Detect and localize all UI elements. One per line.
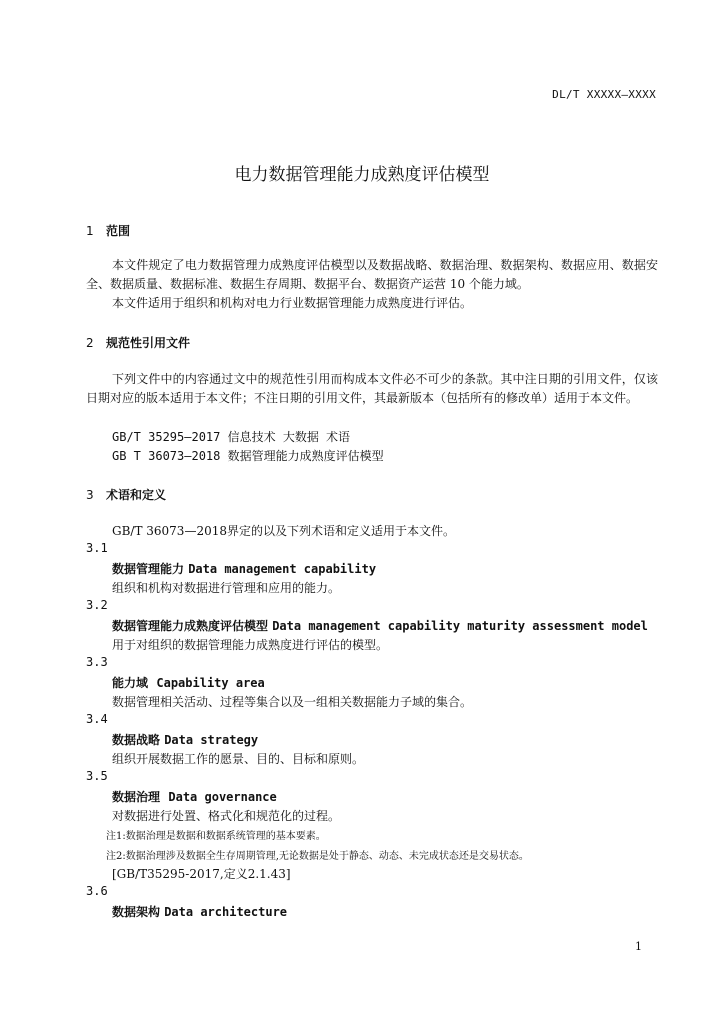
term-name-en: Data architecture xyxy=(164,905,288,919)
term-name-en: Data management capability xyxy=(188,562,377,576)
section-title: 规范性引用文件 xyxy=(106,336,191,350)
term-name-zh: 数据管理能力成熟度评估模型 xyxy=(112,619,269,633)
term-name-en: Capability area xyxy=(156,676,265,690)
section-title: 范围 xyxy=(106,224,131,238)
page-number: 1 xyxy=(635,940,642,953)
term-name xyxy=(112,674,265,691)
term-note: 注1:数据治理是数据和数据系统管理的基本要素。 xyxy=(106,831,326,842)
section-1-heading xyxy=(86,222,130,239)
document-title: 电力数据管理能力成熟度评估模型 xyxy=(234,165,490,185)
term-name xyxy=(112,617,648,634)
term-number: 3.6 xyxy=(86,884,108,898)
term-name xyxy=(112,560,376,577)
term-name-zh: 数据治理 xyxy=(112,790,161,804)
normative-references-paragraph: 下列文件中的内容通过文中的规范性引用而构成本文件必不可少的条款。其中注日期的引用文件，仅该日期对应的版本适用于本文件；不注日期的引用文件，其最新版本（包括所有的修改单）适用于本文件。 xyxy=(86,372,658,405)
section-number: 2 xyxy=(86,336,94,350)
term-definition: 用于对组织的数据管理能力成熟度进行评估的模型。 xyxy=(112,638,389,652)
section-title: 术语和定义 xyxy=(106,488,167,502)
scope-paragraph-1: 本文件规定了电力数据管理力成熟度评估模型以及数据战略、数据治理、数据架构、数据应用、数据安全、数据质量、数据标准、数据生存周期、数据平台、数据资产运营 10 个能力域。 xyxy=(86,258,658,291)
term-name xyxy=(112,903,287,920)
term-name-en: Data strategy xyxy=(164,733,259,747)
term-definition: 对数据进行处置、格式化和规范化的过程。 xyxy=(112,809,341,823)
term-name-zh: 数据管理能力 xyxy=(112,562,185,576)
term-definition: 组织开展数据工作的愿景、目的、目标和原则。 xyxy=(112,752,365,766)
term-number: 3.2 xyxy=(86,598,108,612)
term-name-zh: 数据架构 xyxy=(112,905,161,919)
term-number: 3.5 xyxy=(86,769,108,783)
term-name-zh: 数据战略 xyxy=(112,733,161,747)
section-number: 1 xyxy=(86,224,94,238)
term-name xyxy=(112,731,258,748)
section-2-heading xyxy=(86,334,190,351)
section-number: 3 xyxy=(86,488,94,502)
reference-item: GB T 36073—2018 数据管理能力成熟度评估模型 xyxy=(112,449,384,463)
term-name xyxy=(112,788,277,805)
term-note: 注2:数据治理涉及数据全生存周期管理,无论数据是处于静态、动态、未完成状态还是交易状态。 xyxy=(106,851,529,862)
scope-paragraph-2: 本文件适用于组织和机构对电力行业数据管理能力成熟度进行评估。 xyxy=(112,296,473,310)
term-definition: 组织和机构对数据进行管理和应用的能力。 xyxy=(112,581,341,595)
term-definition: 数据管理相关活动、过程等集合以及一组相关数据能力子域的集合。 xyxy=(112,695,473,709)
term-number: 3.4 xyxy=(86,712,108,726)
term-name-en: Data management capability maturity assessment model xyxy=(272,619,648,633)
section-3-heading xyxy=(86,486,166,503)
term-name-en: Data governance xyxy=(168,790,277,804)
terms-intro: GB/T 36073—2018界定的以及下列术语和定义适用于本文件。 xyxy=(112,524,455,538)
standard-code: DL/T XXXXX—XXXX xyxy=(552,88,656,101)
term-number: 3.3 xyxy=(86,655,108,669)
term-number: 3.1 xyxy=(86,541,108,555)
term-source: [GB/T35295-2017,定义2.1.43] xyxy=(112,867,291,881)
term-name-zh: 能力域 xyxy=(112,676,149,690)
reference-item: GB/T 35295—2017 信息技术 大数据 术语 xyxy=(112,430,351,444)
